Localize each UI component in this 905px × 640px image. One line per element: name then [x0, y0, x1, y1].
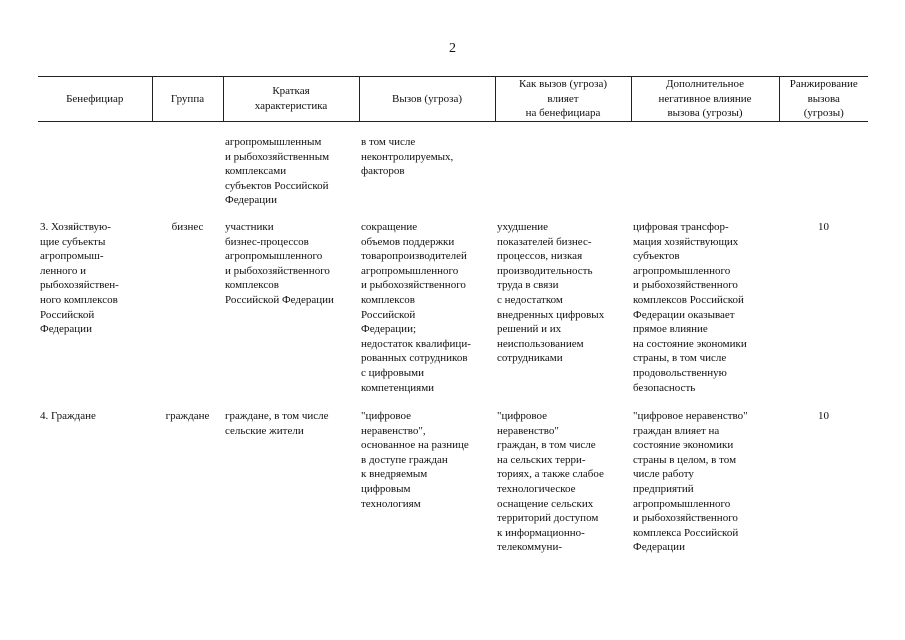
cell-ranking: [779, 122, 868, 220]
header-impact: Как вызов (угроза) влияет на бенефициара: [495, 77, 631, 122]
cell-additional-impact: [631, 122, 779, 220]
cell-ranking: 10: [818, 220, 829, 233]
cell-impact: [495, 122, 631, 220]
table-row: [38, 409, 868, 555]
header-challenge: Вызов (угроза): [359, 77, 495, 122]
header-beneficiary: Бенефициар: [38, 77, 152, 122]
cell-beneficiary: 3. Хозяйствую- щие субъекты агропромыш- ленного и рыбохозяйствен- ного комплексов Российской Федерации: [40, 220, 119, 336]
cell-challenge: "цифровое неравенство", основанное на разнице в доступе граждан к внедряемым цифровым технологиям: [361, 410, 469, 510]
table-row: [38, 122, 868, 220]
header-characteristic: Краткая характеристика: [223, 77, 359, 122]
cell-beneficiary: 4. Граждане: [40, 410, 96, 423]
cell-characteristic: агропромышленным и рыбохозяйственным комплексами субъектов Российской Федерации: [225, 136, 330, 207]
cell-group: [152, 122, 223, 220]
table-row: [38, 220, 868, 409]
cell-challenge: в том числе неконтролируемых, факторов: [361, 136, 454, 178]
cell-impact: ухудшение показателей бизнес- процессов, низкая производительность труда в связи с недостатком внедренных цифровых решений и их неиспользованием сотрудниками: [497, 220, 605, 365]
cell-characteristic: граждане, в том числе сельские жители: [225, 410, 329, 437]
cell-additional-impact: цифровая трансфор- мация хозяйствующих субъектов агропромышленного и рыбохозяйственного комплексов Российской Федерации оказывает прямое влияние на состояние экономики страны, в том числе продовольственную безопасность: [633, 220, 747, 394]
challenges-table: [38, 76, 868, 555]
cell-additional-impact: "цифровое неравенство" граждан влияет на состояние экономики страны в целом, в том числе работу предприятий агропромышленного и рыбохозяйственного комплекса Российской Федерации: [633, 410, 748, 554]
header-additional-impact: Дополнительное негативное влияние вызова (угрозы): [631, 77, 779, 122]
header-group: Группа: [152, 77, 223, 122]
page-number: 2: [449, 41, 456, 56]
header-ranking: Ранжирование вызова (угрозы): [779, 77, 868, 122]
cell-challenge: сокращение объемов поддержки товаропроизводителей агропромышленного и рыбохозяйственного комплексов Российской Федерации; недостаток квалифици- рованных сотрудников с цифровыми компетенциями: [361, 220, 471, 394]
cell-ranking: 10: [818, 410, 829, 423]
cell-beneficiary: [38, 122, 152, 220]
cell-group: граждане: [165, 410, 210, 423]
cell-group: бизнес: [171, 220, 204, 233]
cell-characteristic: участники бизнес-процессов агропромышленного и рыбохозяйственного комплексов Российской Федерации: [225, 220, 334, 306]
table-header-row: [38, 77, 868, 122]
cell-impact: "цифровое неравенство" граждан, в том числе на сельских терри- ториях, а также слабое технологическое оснащение сельских территорий доступом к информационно- телекоммуни-: [497, 410, 604, 554]
